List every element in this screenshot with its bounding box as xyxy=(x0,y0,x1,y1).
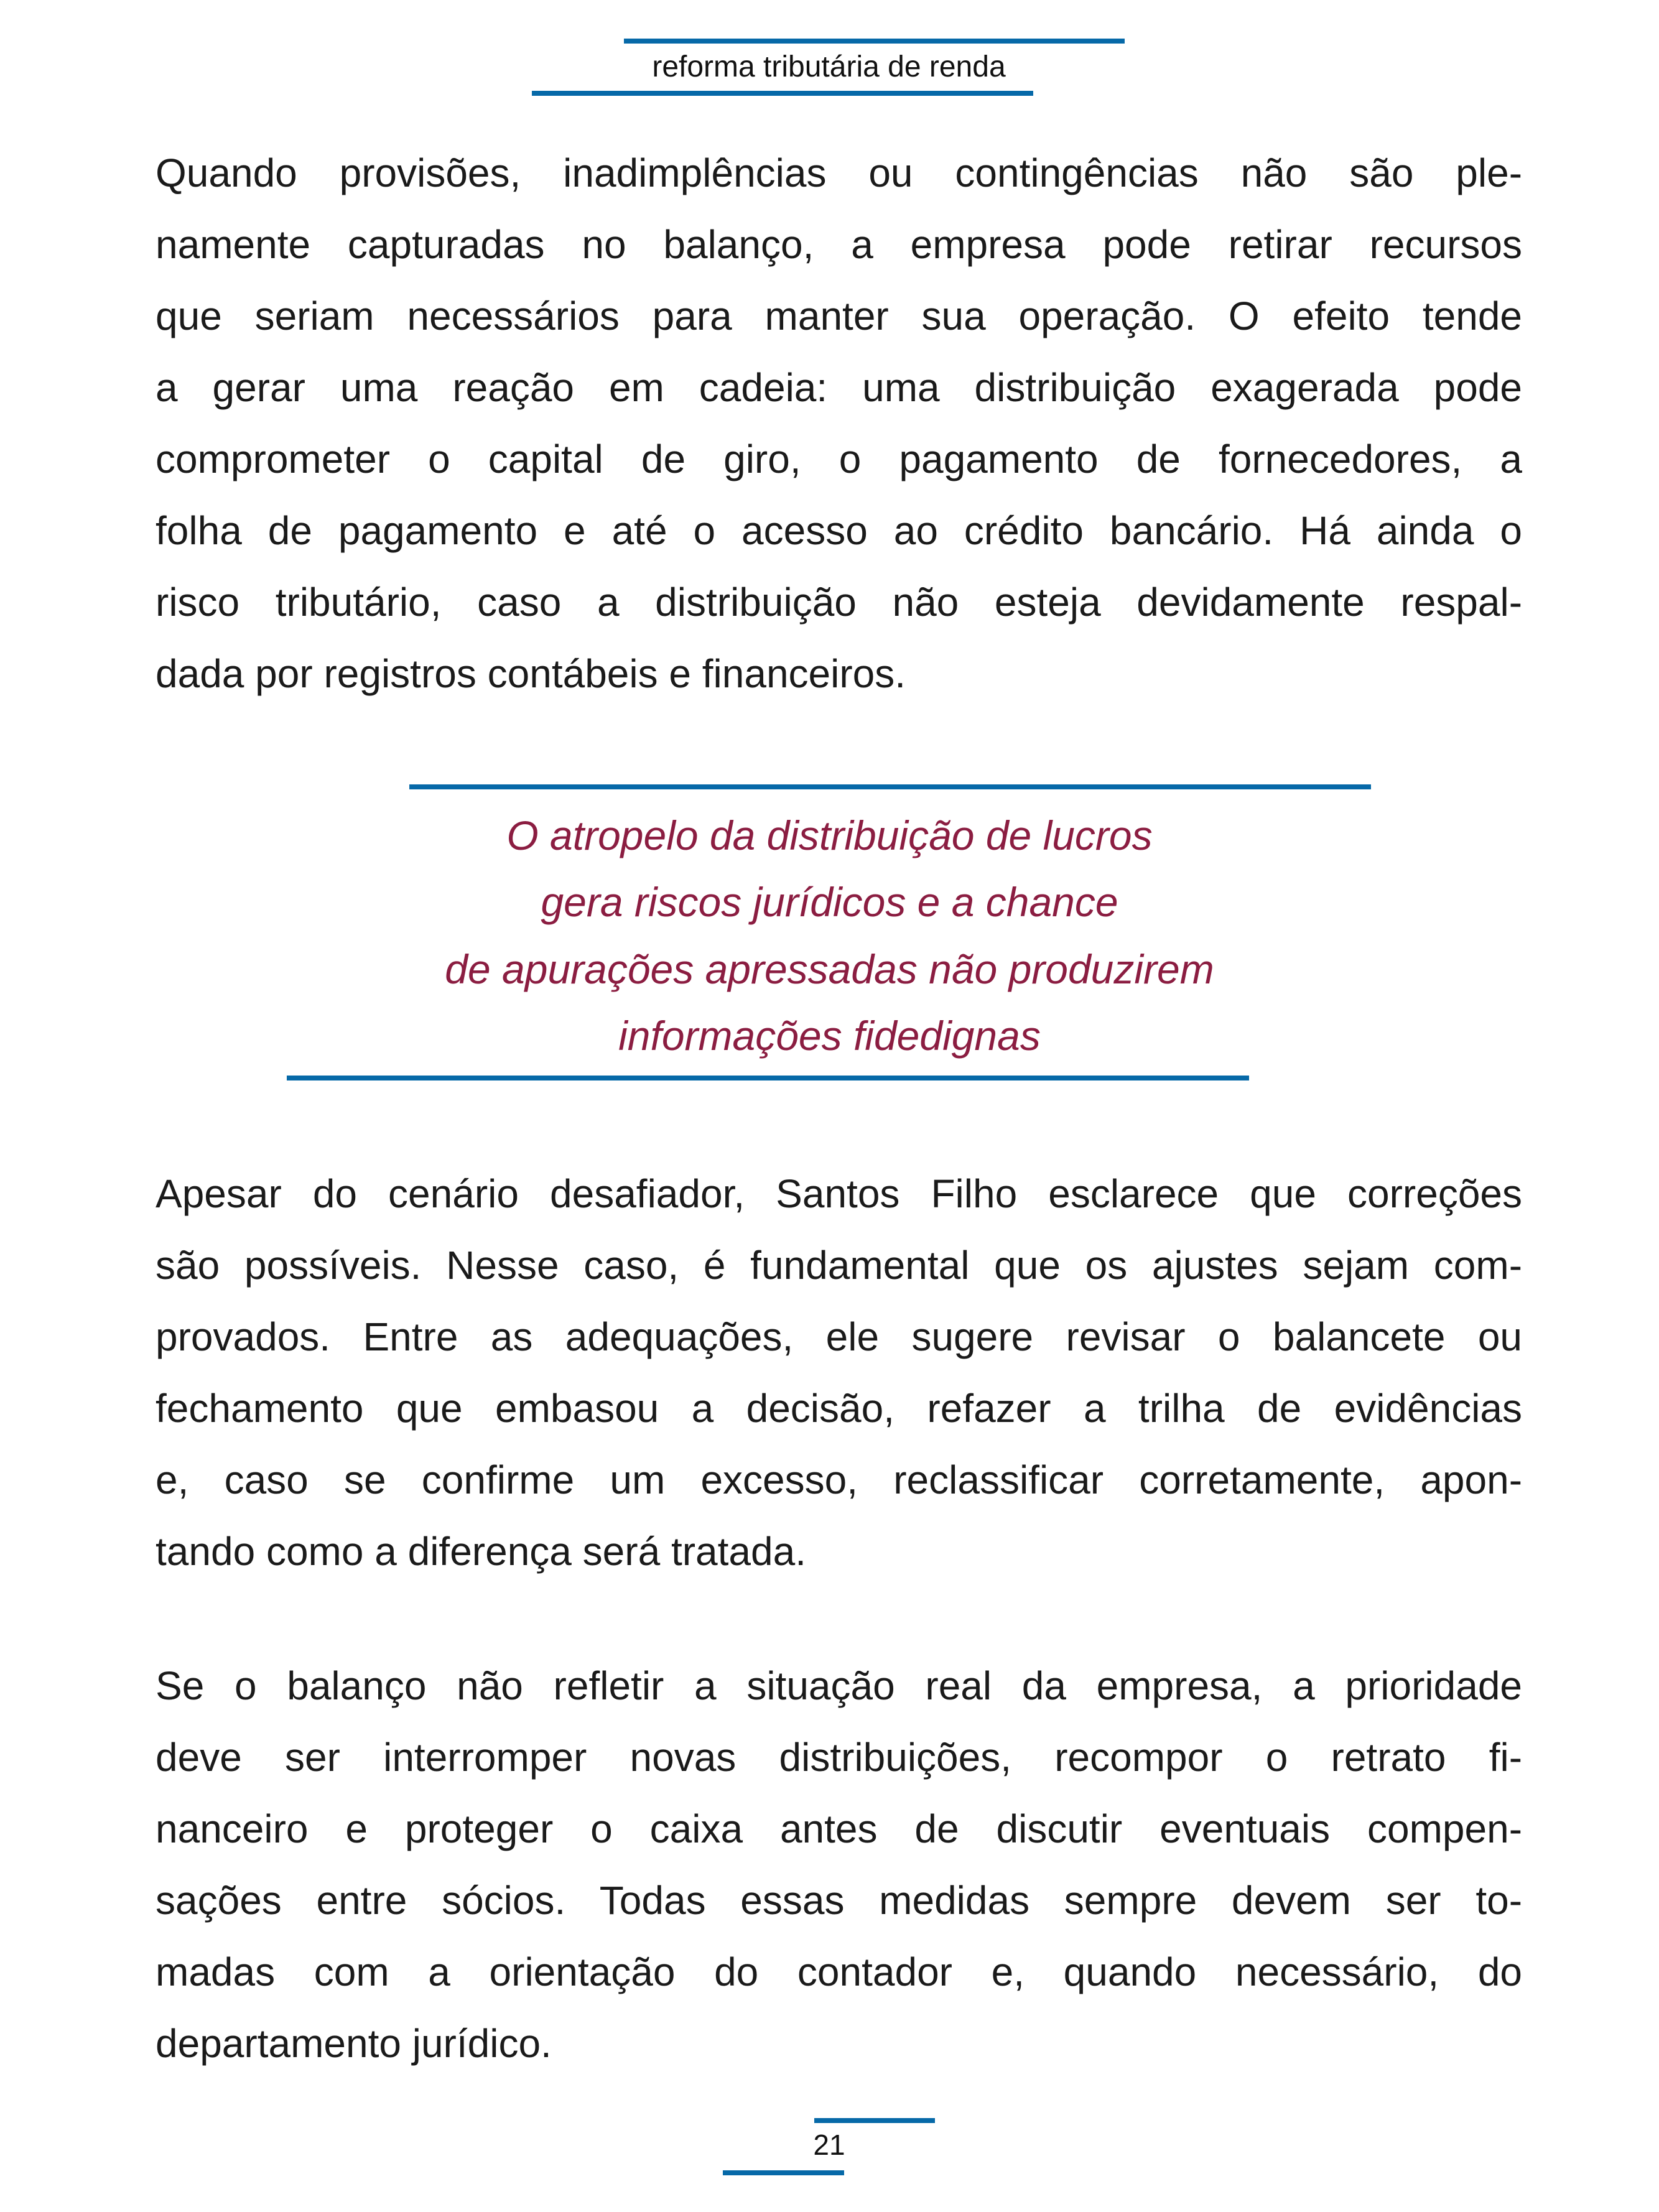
text-line: comprometer o capital de giro, o pagamento de fornecedores, a xyxy=(156,437,1522,481)
pull-quote-line: de apurações apressadas não produzirem xyxy=(445,946,1214,992)
pull-quote-line: O atropelo da distribuição de lucros xyxy=(506,812,1153,858)
text-line: provados. Entre as adequações, ele sugere revisar o balancete ou xyxy=(156,1314,1522,1359)
pull-quote-rule-bottom xyxy=(287,1076,1249,1080)
text-line: fechamento que embasou a decisão, refazer a trilha de evidências xyxy=(156,1386,1522,1431)
pull-quote-line: informações fidedignas xyxy=(618,1013,1041,1059)
page-number-rule-bottom xyxy=(723,2170,844,2175)
text-line: Se o balanço não refletir a situação real da empresa, a prioridade xyxy=(156,1663,1522,1708)
text-line: namente capturadas no balanço, a empresa pode retirar recursos xyxy=(156,222,1522,267)
text-line: risco tributário, caso a distribuição não esteja devidamente respal- xyxy=(156,580,1522,625)
text-line: Apesar do cenário desafiador, Santos Filho esclarece que correções xyxy=(156,1171,1522,1216)
page-number: 21 xyxy=(813,2129,845,2161)
pull-quote-line: gera riscos jurídicos e a chance xyxy=(541,879,1118,925)
text-line: deve ser interromper novas distribuições, recompor o retrato fi- xyxy=(156,1735,1522,1780)
text-line: madas com a orientação do contador e, quando necessário, do xyxy=(156,1949,1522,1994)
text-line: que seriam necessários para manter sua operação. O efeito tende xyxy=(156,294,1522,338)
text-line: sações entre sócios. Todas essas medidas sempre devem ser to- xyxy=(156,1878,1522,1923)
header-rule-bottom xyxy=(532,91,1033,96)
text-line: a gerar uma reação em cadeia: uma distribuição exagerada pode xyxy=(156,365,1522,410)
pull-quote-rule-top xyxy=(409,784,1371,789)
text-line: tando como a diferença será tratada. xyxy=(156,1529,806,1574)
page-number-rule-top xyxy=(814,2118,935,2123)
text-line: são possíveis. Nesse caso, é fundamental que os ajustes sejam com- xyxy=(156,1243,1522,1288)
header-rule-top xyxy=(624,39,1125,44)
text-line: departamento jurídico. xyxy=(156,2021,552,2066)
text-line: dada por registros contábeis e financeiros. xyxy=(156,651,906,696)
text-line: nanceiro e proteger o caixa antes de discutir eventuais compen- xyxy=(156,1806,1522,1851)
text-line: Quando provisões, inadimplências ou contingências não são ple- xyxy=(156,151,1522,195)
running-header-title: reforma tributária de renda xyxy=(652,50,1006,83)
text-line: folha de pagamento e até o acesso ao crédito bancário. Há ainda o xyxy=(156,508,1522,553)
text-line: e, caso se confirme um excesso, reclassificar corretamente, apon- xyxy=(156,1457,1522,1502)
